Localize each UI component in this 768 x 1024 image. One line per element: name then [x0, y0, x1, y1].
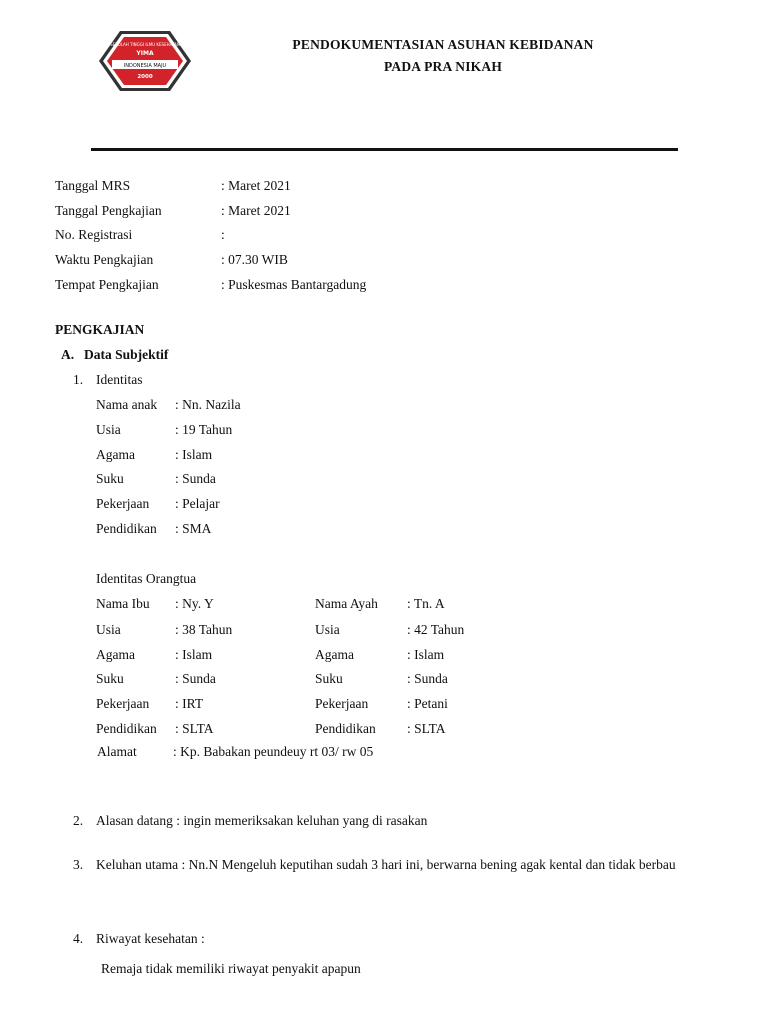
info-value: : Maret 2021 [221, 178, 291, 193]
father-value: : SLTA [407, 721, 446, 736]
father-value: : Sunda [407, 671, 448, 686]
mother-value: : Islam [175, 647, 213, 662]
father-label: Usia [315, 622, 340, 637]
info-label: No. Registrasi [55, 227, 133, 242]
mother-value: : 38 Tahun [175, 622, 233, 637]
mother-label: Nama Ibu [96, 596, 150, 611]
main-complaint: Keluhan utama : Nn.N Mengeluh keputihan sudah 3 hari ini, berwarna bening agak kental dan tidak berbau [96, 857, 676, 872]
mother-label: Pekerjaan [96, 696, 150, 711]
logo-top-text: SEKOLAH TINGGI ILMU KESEHATAN [110, 42, 180, 47]
document-title-line1: PENDOKUMENTASIAN ASUHAN KEBIDANAN [292, 37, 594, 52]
document-title-line2: PADA PRA NIKAH [383, 59, 503, 74]
info-value: : Puskesmas Bantargadung [221, 277, 367, 292]
info-label: Waktu Pengkajian [55, 252, 154, 267]
father-value: : 42 Tahun [407, 622, 465, 637]
field-value: : Nn. Nazila [175, 397, 241, 412]
list-marker: 3. [73, 857, 84, 872]
info-label: Tanggal Pengkajian [55, 203, 162, 218]
mother-label: Pendidikan [96, 721, 157, 736]
father-value: : Petani [407, 696, 448, 711]
mother-value: : SLTA [175, 721, 214, 736]
field-label: Pekerjaan [96, 496, 150, 511]
list-marker: 2. [73, 813, 84, 828]
info-value: : Maret 2021 [221, 203, 291, 218]
father-label: Agama [315, 647, 354, 662]
field-value: : SMA [175, 521, 212, 536]
logo-bottom-text: INDONESIA MAJU [123, 63, 167, 69]
identitas-title: Identitas [96, 372, 143, 387]
visit-reason: Alasan datang : ingin memeriksakan keluhan yang di rasakan [96, 813, 428, 828]
address-value: : Kp. Babakan peundeuy rt 03/ rw 05 [173, 744, 374, 759]
field-value: : Sunda [175, 471, 216, 486]
mother-value: : Ny. Y [175, 596, 214, 611]
info-value: : 07.30 WIB [221, 252, 288, 267]
info-value: : [221, 227, 225, 242]
mother-value: : IRT [175, 696, 204, 711]
field-label: Suku [96, 471, 124, 486]
list-marker: 1. [73, 372, 84, 387]
institution-logo [98, 30, 192, 92]
father-value: : Tn. A [407, 596, 445, 611]
field-label: Agama [96, 447, 135, 462]
health-history-label: Riwayat kesehatan : [96, 931, 205, 946]
field-value: : Islam [175, 447, 213, 462]
header-rule [91, 148, 678, 151]
subsection-marker: A. [61, 347, 75, 362]
subsection-title: Data Subjektif [84, 347, 169, 362]
mother-value: : Sunda [175, 671, 216, 686]
field-label: Usia [96, 422, 121, 437]
father-label: Nama Ayah [315, 596, 378, 611]
logo-name: YIMA [136, 50, 154, 57]
father-label: Suku [315, 671, 343, 686]
field-label: Nama anak [96, 397, 158, 412]
info-label: Tempat Pengkajian [55, 277, 159, 292]
mother-label: Usia [96, 622, 121, 637]
mother-label: Agama [96, 647, 135, 662]
list-marker: 4. [73, 931, 84, 946]
orangtua-title: Identitas Orangtua [96, 571, 197, 586]
logo-year: 2000 [137, 74, 153, 80]
section-title: PENGKAJIAN [55, 322, 145, 337]
father-label: Pekerjaan [315, 696, 369, 711]
mother-label: Suku [96, 671, 124, 686]
field-value: : 19 Tahun [175, 422, 233, 437]
field-value: : Pelajar [175, 496, 220, 511]
field-label: Pendidikan [96, 521, 157, 536]
health-history-detail: Remaja tidak memiliki riwayat penyakit apapun [101, 961, 361, 976]
father-label: Pendidikan [315, 721, 376, 736]
info-label: Tanggal MRS [55, 178, 131, 193]
address-label: Alamat [97, 744, 137, 759]
father-value: : Islam [407, 647, 445, 662]
